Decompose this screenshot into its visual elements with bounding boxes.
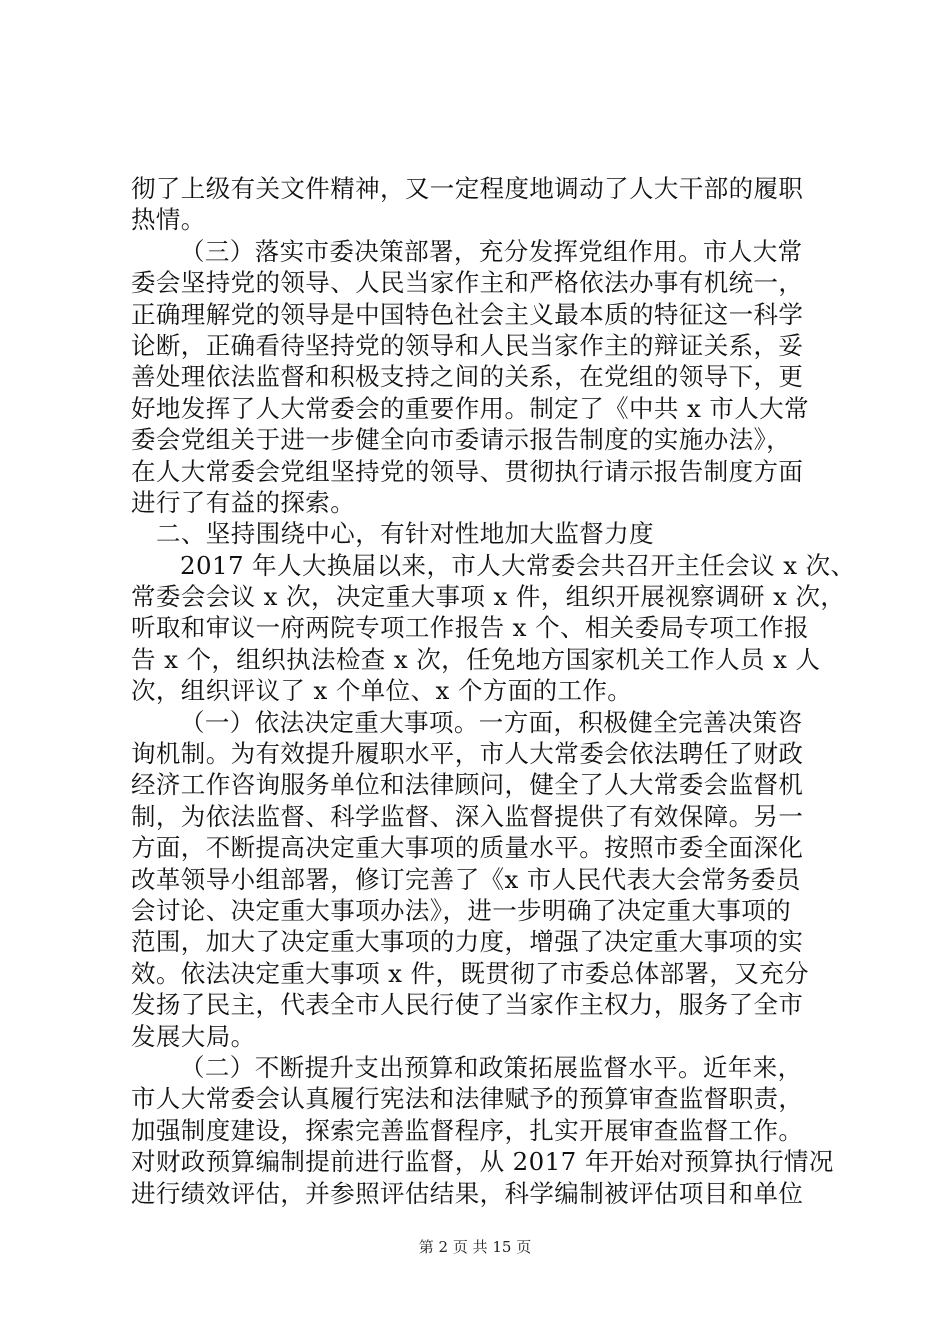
text-line: 进行了有益的探索。 [131,487,356,517]
text-line: 正确理解党的领导是中国特色社会主义最本质的特征这一科学 [131,299,804,329]
section-heading-line: （一）依法决定重大事项。一方面，积极健全完善决策咨 [180,707,803,737]
text-line: 善处理依法监督和积极支持之间的关系，在党组的领导下，更 [131,362,804,392]
text-line: 范围，加大了决定重大事项的力度，增强了决定重大事项的实 [131,927,804,957]
section-heading-line: （三）落实市委决策部署，充分发挥党组作用。市人大常 [180,236,803,266]
text-line: 好地发挥了人大常委会的重要作用。制定了《中共 x 市人大常 [131,393,809,423]
text-line: 改革领导小组部署，修订完善了《x 市人民代表大会常务委员 [131,864,801,894]
text-line: 委会坚持党的领导、人民当家作主和严格依法办事有机统一， [131,268,804,298]
document-body [131,173,856,1209]
text-line: 告 x 个，组织执法检查 x 次，任免地方国家机关工作人员 x 人 [131,644,821,674]
page-number-footer: 第 2 页 共 15 页 [418,1238,532,1256]
text-line: 进行绩效评估，并参照评估结果，科学编制被评估项目和单位 [131,1178,804,1208]
text-line: 制，为依法监督、科学监督、深入监督提供了有效保障。另一 [131,801,804,831]
text-line: 常委会会议 x 次，决定重大事项 x 件，组织开展视察调研 x 次， [131,582,846,612]
text-line: 询机制。为有效提升履职水平，市人大常委会依法聘任了财政 [131,739,804,769]
text-line: 方面，不断提高决定重大事项的质量水平。按照市委全面深化 [131,833,804,863]
section-heading-line: （二）不断提升支出预算和政策拓展监督水平。近年来， [180,1052,803,1082]
text-line: 次，组织评议了 x 个单位、x 个方面的工作。 [131,676,633,706]
text-line: 彻了上级有关文件精神，又一定程度地调动了人大干部的履职 [131,174,804,203]
text-line: 市人大常委会认真履行宪法和法律赋予的预算审查监督职责， [131,1084,804,1114]
text-line: 效。依法决定重大事项 x 件，既贯彻了市委总体部署，又充分 [131,958,809,988]
text-line: 发扬了民主，代表全市人民行使了当家作主权力，服务了全市 [131,990,804,1020]
text-line: 委会党组关于进一步健全向市委请示报告制度的实施办法》， [131,425,792,455]
text-line: 对财政预算编制提前进行监督，从 2017 年开始对预算执行情况 [131,1147,834,1177]
text-line: 经济工作咨询服务单位和法律顾问，健全了人大常委会监督机 [131,770,804,800]
text-line: 发展大局。 [131,1021,256,1051]
paragraph-start-line: 2017 年人大换届以来，市人大常委会共召开主任会议 x 次、 [180,550,856,580]
text-line: 论断，正确看待坚持党的领导和人民当家作主的辩证关系，妥 [131,330,804,360]
text-line: 会讨论、决定重大事项办法》，进一步明确了决定重大事项的 [131,895,792,925]
text-line: 加强制度建设，探索完善监督程序，扎实开展审查监督工作。 [131,1115,804,1145]
text-line: 热情。 [131,205,206,235]
text-line: 听取和审议一府两院专项工作报告 x 个、相关委局专项工作报 [131,613,809,643]
text-line: 在人大常委会党组坚持党的领导、贯彻执行请示报告制度方面 [131,456,804,486]
section-heading-line: 二、坚持围绕中心，有针对性地加大监督力度 [156,519,654,549]
